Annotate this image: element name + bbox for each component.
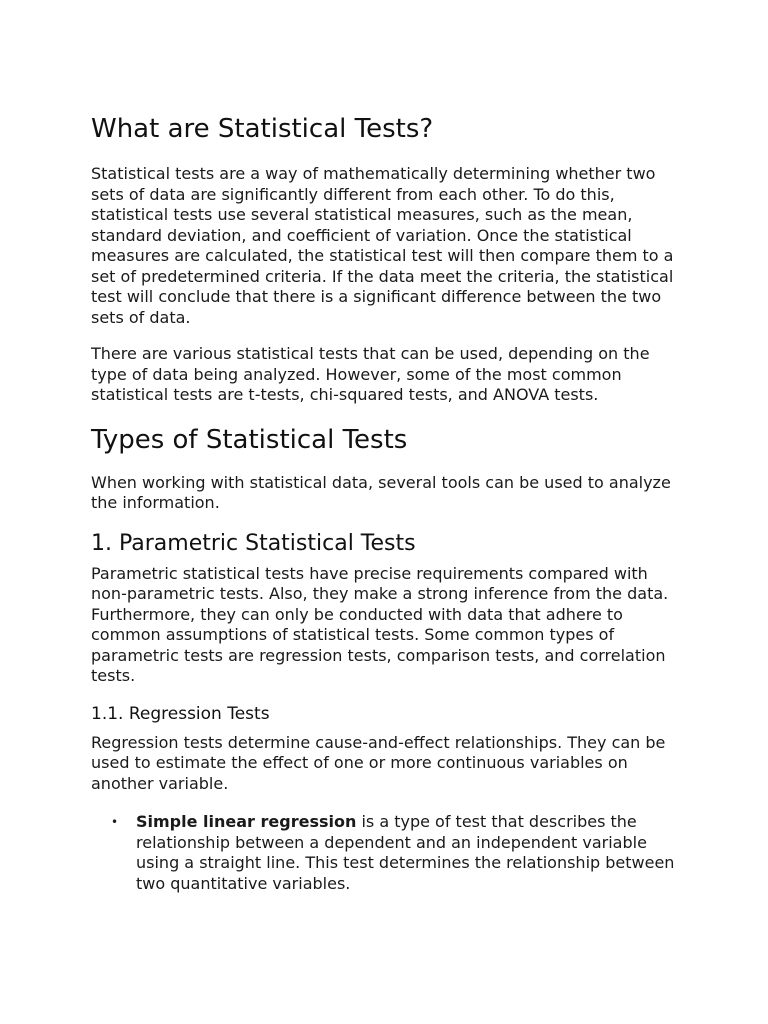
list-item — [91, 812, 683, 894]
section-heading-regression: 1.1. Regression Tests — [91, 703, 270, 724]
regression-bullet-list — [91, 812, 683, 894]
paragraph-definition: Statistical tests are a way of mathematically determining whether two sets of data are significantly different from each other. To do this, statistical tests use several statistical measures, such as the mean, standard deviation, and coefficient of variation. Once the statistical measures are calculated, the statistical test will then compare them to a set of predetermined criteria. If the data meet the criteria, the statistical test will conclude that there is a significant difference between the two sets of data. — [91, 164, 674, 327]
paragraph-types-intro: When working with statistical data, several tools can be used to analyze the information. — [91, 472, 671, 512]
section-heading-statistical-tests: What are Statistical Tests? — [91, 114, 434, 144]
bullet-marker: • — [111, 815, 119, 829]
paragraph-parametric: Parametric statistical tests have precise requirements compared with non-parametric tests. Also, they make a strong inference from the data. Furthermore, they can only be conducted with data that adhere to common assumptions of statistical tests. Some common types of parametric tests are regression tests, comparison tests, and correlation tests. — [91, 563, 669, 685]
article-body — [91, 112, 683, 894]
paragraph-common-tests: There are various statistical tests that can be used, depending on the type of data being analyzed. However, some of the most common statistical tests are t-tests, chi-squared tests, and ANOVA tests. — [91, 344, 650, 404]
paragraph-regression: Regression tests determine cause-and-effect relationships. They can be used to estimate the effect of one or more continuous variables on another variable. — [91, 732, 666, 793]
section-heading-parametric: 1. Parametric Statistical Tests — [91, 530, 416, 556]
section-heading-types: Types of Statistical Tests — [91, 424, 408, 455]
bullet-term: Simple linear regression — [136, 812, 357, 831]
bullet-text: is a type of test that describes the relationship between a dependent and an independent variable using a straight line. This test determines the relationship between two quantitative variables. — [136, 812, 675, 893]
